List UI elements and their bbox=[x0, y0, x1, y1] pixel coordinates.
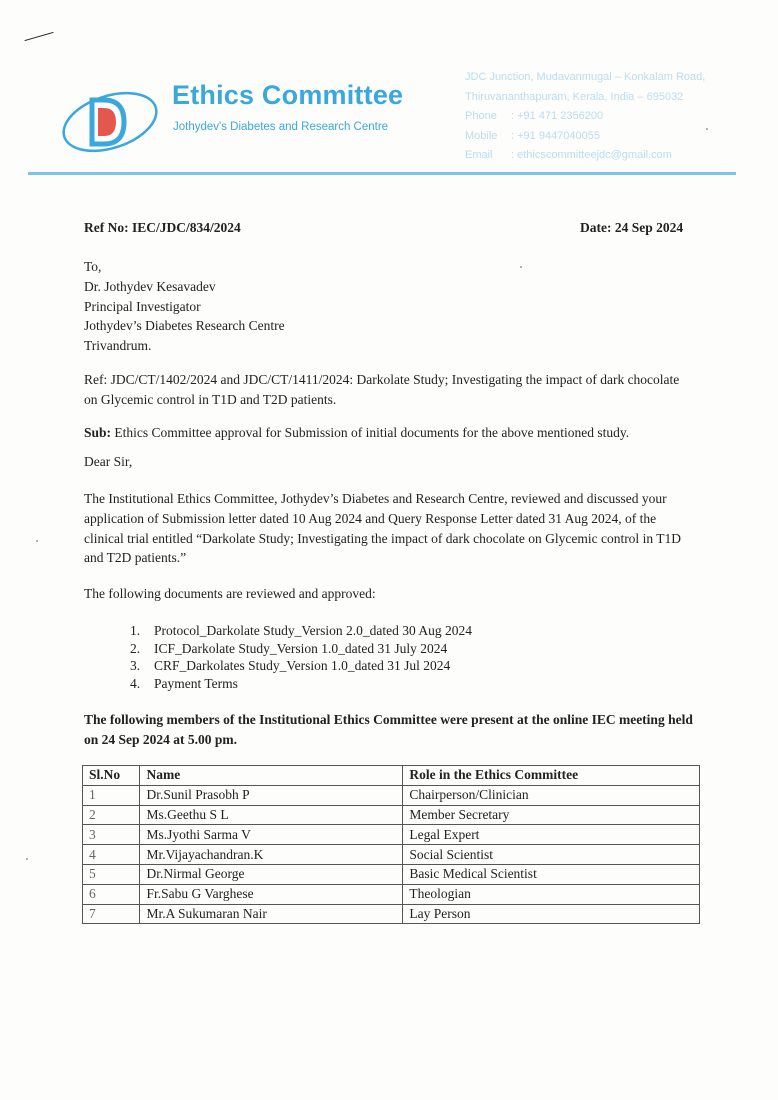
members-table bbox=[82, 765, 700, 924]
table-cell: Dr.Nirmal George bbox=[140, 864, 403, 884]
reference-paragraph bbox=[84, 370, 696, 410]
table-cell: 7 bbox=[83, 904, 140, 924]
scan-speck bbox=[706, 128, 708, 130]
salutation: Dear Sir, bbox=[84, 454, 133, 469]
approved-documents-list bbox=[130, 622, 472, 692]
committee-subtitle: Jothydev's Diabetes and Research Centre bbox=[173, 121, 389, 133]
table-cell: Social Scientist bbox=[403, 845, 700, 865]
phone-line bbox=[465, 107, 705, 127]
mobile-value: : +91 9447040055 bbox=[511, 129, 601, 142]
subject-text: Ethics Committee approval for Submission of initial documents for the above mentioned study. bbox=[111, 425, 630, 440]
address-line: Principal Investigator bbox=[84, 298, 201, 314]
table-cell: 1 bbox=[83, 785, 140, 805]
scan-speck bbox=[36, 540, 38, 542]
reference-label: Ref: JDC/CT/1402/2024 and JDC/CT/1411/2024: bbox=[84, 372, 354, 387]
table-row bbox=[83, 845, 700, 865]
table-row bbox=[83, 805, 700, 825]
committee-title: Ethics Committee bbox=[172, 80, 404, 110]
email-label: Email bbox=[465, 149, 493, 161]
scan-speck bbox=[520, 266, 522, 268]
table-cell: Ms.Jyothi Sarma V bbox=[140, 825, 403, 845]
contact-block bbox=[465, 68, 705, 166]
table-cell: Basic Medical Scientist bbox=[403, 864, 700, 884]
table-cell: Dr.Sunil Prasobh P bbox=[140, 785, 403, 805]
address-line: Jothydev’s Diabetes Research Centre bbox=[84, 318, 285, 334]
address-line: Dr. Jothydev Kesavadev bbox=[84, 278, 216, 294]
list-item: 3. CRF_Darkolates Study_Version 1.0_dated 31 Jul 2024 bbox=[130, 658, 451, 673]
table-cell: Member Secretary bbox=[403, 805, 700, 825]
table-cell: 3 bbox=[83, 825, 140, 845]
mobile-label: Mobile bbox=[465, 129, 498, 142]
address-line-1: JDC Junction, Mudavanmugal – Konkalam Road, bbox=[465, 71, 706, 83]
documents-intro: The following documents are reviewed and approved: bbox=[84, 586, 376, 601]
letterhead-divider bbox=[28, 172, 736, 175]
reference-text: Darkolate Study; Investigating the impact of dark chocolate on Glycemic control in T1D and T2D patients. bbox=[84, 372, 680, 407]
body-paragraph: The Institutional Ethics Committee, Jothydev’s Diabetes and Research Centre, reviewed and discussed your application of Submission letter dated 10 Aug 2024 and Query Response Letter dated 31 Aug 2024, of the clinical trial entitled “Darkolate Study; Investigating the impact of dark chocolate on Glycemic control in T1D and T2D patients.” bbox=[84, 491, 681, 566]
email-line bbox=[465, 146, 705, 166]
table-cell: 6 bbox=[83, 884, 140, 904]
table-cell: Mr.Vijayachandran.K bbox=[140, 845, 403, 865]
address-line-2: Thiruvananthapuram, Kerala, India – 695032 bbox=[465, 90, 684, 103]
table-cell: Ms.Geethu S L bbox=[140, 805, 403, 825]
list-item: 4. Payment Terms bbox=[130, 675, 238, 691]
table-row bbox=[83, 785, 700, 805]
members-heading: The following members of the Institutional Ethics Committee were present at the online IEC meeting held on 24 Sep 2024 at 5.00 pm. bbox=[84, 712, 693, 747]
table-cell: Theologian bbox=[403, 884, 700, 904]
table-row bbox=[83, 884, 700, 904]
table-cell: Lay Person bbox=[403, 904, 700, 924]
address-line: Trivandrum. bbox=[84, 338, 152, 354]
mobile-line bbox=[465, 127, 705, 147]
table-row bbox=[83, 864, 700, 884]
subject-paragraph bbox=[84, 423, 696, 443]
phone-value: : +91 471 2356200 bbox=[511, 110, 604, 122]
list-item: 1. Protocol_Darkolate Study_Version 2.0_dated 30 Aug 2024 bbox=[130, 623, 472, 638]
table-cell: Fr.Sabu G Varghese bbox=[140, 884, 403, 904]
email-value: : ethicscommitteejdc@gmail.com bbox=[511, 149, 672, 161]
recipient-address bbox=[84, 257, 285, 356]
column-header: Sl.No bbox=[83, 766, 140, 786]
letter-date: Date: 24 Sep 2024 bbox=[580, 220, 684, 235]
table-header-row bbox=[83, 766, 700, 786]
column-header: Role in the Ethics Committee bbox=[403, 766, 700, 786]
column-header: Name bbox=[140, 766, 403, 786]
table-cell: Legal Expert bbox=[403, 825, 700, 845]
list-item: 2. ICF_Darkolate Study_Version 1.0_dated 31 July 2024 bbox=[130, 640, 448, 656]
table-row bbox=[83, 904, 700, 924]
scan-speck bbox=[26, 858, 28, 860]
table-cell: Chairperson/Clinician bbox=[403, 785, 700, 805]
table-row bbox=[83, 825, 700, 845]
table-cell: Mr.A Sukumaran Nair bbox=[140, 904, 403, 924]
table-cell: 4 bbox=[83, 845, 140, 865]
address-line: To, bbox=[84, 259, 102, 274]
subject-label: Sub: bbox=[84, 425, 112, 440]
committee-logo-icon bbox=[58, 82, 162, 158]
reference-number: Ref No: IEC/JDC/834/2024 bbox=[84, 220, 241, 235]
table-cell: 2 bbox=[83, 805, 140, 825]
phone-label: Phone bbox=[465, 110, 497, 122]
table-cell: 5 bbox=[83, 864, 140, 884]
pen-mark bbox=[24, 32, 53, 41]
